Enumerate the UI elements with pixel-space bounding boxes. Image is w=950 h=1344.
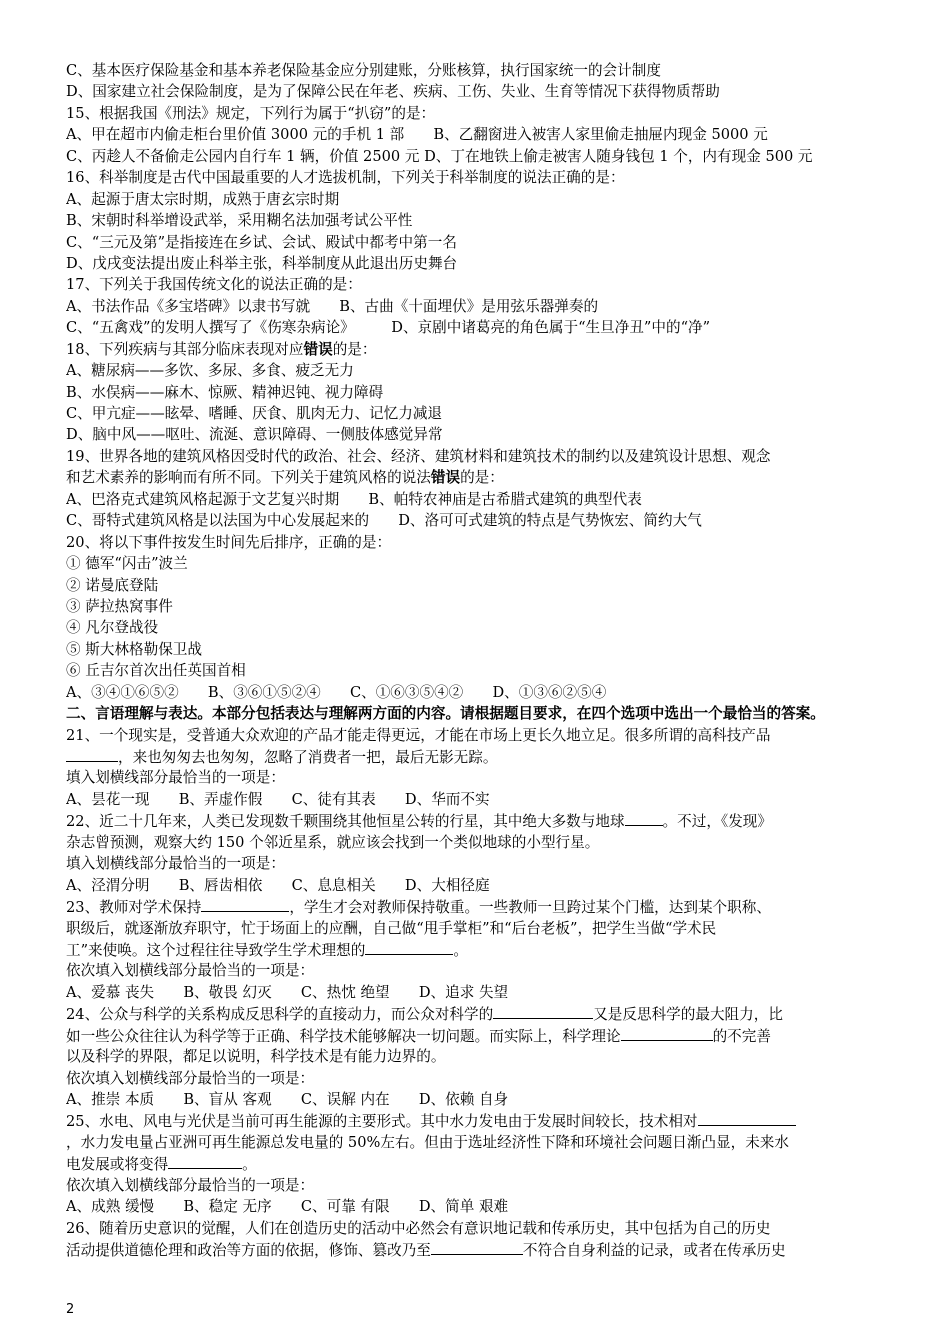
question-17: 17、下列关于我国传统文化的说法正确的是： (66, 276, 362, 294)
line-18d: D、脑中风——呕吐、流涎、意识障碍、一侧肢体感觉异常 (66, 426, 443, 444)
question-21-cont: ，来也匆匆去也匆匆，忽略了消费者一把，最后无影无踪。 (66, 746, 896, 767)
line-17cd: C、“五禽戏”的发明人撰写了《伤寒杂病论》 D、京剧中诸葛亮的角色属于“生旦净丑”中的“净” (66, 319, 711, 337)
line-14c: C、基本医疗保险基金和基本养老保险基金应分别建账，分账核算，执行国家统一的会计制度 (66, 62, 661, 79)
blank (201, 896, 289, 912)
prompt-25: 依次填入划横线部分最恰当的一项是： (66, 1176, 315, 1194)
question-24: 24、公众与科学的关系构成反思科学的直接动力，而公众对科学的 又是反思科学的最大阻力，比 (66, 1003, 896, 1024)
line-19ab: A、巴洛克式建筑风格起源于文艺复兴时期 B、帕特农神庙是古希腊式建筑的典型代表 (66, 490, 642, 508)
prompt-22: 填入划横线部分最恰当的一项是： (66, 855, 285, 873)
blank (625, 810, 663, 826)
section-heading-2: 二、言语理解与表达。本部分包括表达与理解两方面的内容。请根据题目要求，在四个选项中选出一个最恰当的答案。 (66, 705, 825, 723)
question-15: 15、根据我国《刑法》规定，下列行为属于“扒窃”的是： (66, 104, 436, 122)
line-16b: B、宋朝时科举增设武举，采用糊名法加强考试公平性 (66, 212, 413, 230)
line-15cd: C、丙趁人不备偷走公园内自行车 1 辆，价值 2500 元 D、丁在地铁上偷走被害人随身钱包 1 个，内有现金 500 元 (66, 147, 813, 165)
prompt-24: 依次填入划横线部分最恰当的一项是： (66, 1069, 315, 1087)
question-25-cont: ，水力发电量占亚洲可再生能源总发电量的 50%左右。但由于选址经济性下降和环境社会问题日渐凸显，未来水 (66, 1133, 789, 1151)
question-22-cont: 杂志曾预测，观察大约 150 个邻近星系，就应该会找到一个类似地球的小型行星。 (66, 833, 600, 851)
question-24-cont: 如一些公众往往认为科学等于正确、科学技术能够解决一切问题。而实际上，科学理论 的不完善 (66, 1025, 896, 1046)
question-23-cont2: 工”来使唤。这个过程往往导致学生学术理想的 。 (66, 939, 896, 960)
question-20: 20、将以下事件按发生时间先后排序，正确的是： (66, 533, 392, 551)
event-2: ② 诺曼底登陆 (66, 576, 159, 594)
blank (698, 1110, 796, 1126)
blank (431, 1239, 523, 1255)
line-14d: D、国家建立社会保险制度，是为了保障公民在年老、疾病、工伤、失业、生育等情况下获得物质帮助 (66, 83, 720, 101)
blank (621, 1025, 713, 1041)
line-16d: D、戊戌变法提出废止科举主张，科举制度从此退出历史舞台 (66, 254, 458, 272)
blank (365, 939, 453, 955)
question-25-cont2: 电发展或将变得 。 (66, 1153, 896, 1174)
event-6: ⑥ 丘吉尔首次出任英国首相 (66, 662, 246, 680)
question-21: 21、一个现实是，受普通大众欢迎的产品才能走得更远，才能在市场上更长久地立足。很多所谓的高科技产品 (66, 726, 771, 744)
question-23-cont: 职级后，就逐渐放弃职守，忙于场面上的应酬，自己做“甩手掌柜”和“后台老板”，把学生当做“学术民 (66, 919, 717, 937)
document-page (66, 60, 896, 1261)
prompt-21: 填入划横线部分最恰当的一项是： (66, 769, 285, 787)
event-1: ① 德军“闪击”波兰 (66, 555, 188, 573)
question-19: 19、世界各地的建筑风格因受时代的政治、社会、经济、建筑材料和建筑技术的制约以及建筑设计思想、观念 (66, 447, 771, 465)
line-16a: A、起源于唐太宗时期，成熟于唐玄宗时期 (66, 190, 340, 208)
line-18c: C、甲亢症——眩晕、嗜睡、厌食、肌肉无力、记忆力减退 (66, 405, 443, 422)
event-3: ③ 萨拉热窝事件 (66, 597, 173, 615)
options-24: A、推崇 本质 B、盲从 客观 C、误解 内在 D、依赖 自身 (66, 1091, 509, 1109)
event-5: ⑤ 斯大林格勒保卫战 (66, 640, 202, 658)
question-19-cont: 和艺术素养的影响而有所不同。下列关于建筑风格的说法错误的是： (66, 469, 504, 487)
question-16: 16、科举制度是古代中国最重要的人才选拔机制，下列关于科举制度的说法正确的是： (66, 169, 625, 187)
blank (66, 746, 118, 762)
line-18a: A、糖尿病——多饮、多尿、多食、疲乏无力 (66, 362, 354, 380)
question-22: 22、近二十几年来，人类已发现数千颗围绕其他恒星公转的行星，其中绝大多数与地球 。不过，《发现》 (66, 810, 896, 831)
page-number: 2 (66, 1302, 75, 1317)
line-17ab: A、书法作品《多宝塔碑》以隶书写就 B、古曲《十面埋伏》是用弦乐器弹奏的 (66, 297, 599, 315)
question-18: 18、下列疾病与其部分临床表现对应错误的是： (66, 340, 377, 358)
options-22: A、泾渭分明 B、唇齿相依 C、息息相关 D、大相径庭 (66, 876, 490, 894)
prompt-23: 依次填入划横线部分最恰当的一项是： (66, 962, 315, 980)
blank (168, 1153, 242, 1169)
options-21: A、昙花一现 B、弄虚作假 C、徒有其表 D、华而不实 (66, 790, 490, 808)
options-25: A、成熟 缓慢 B、稳定 无序 C、可靠 有限 D、简单 艰难 (66, 1198, 509, 1216)
question-26-cont: 活动提供道德伦理和政治等方面的依据，修饰、篡改乃至 不符合自身利益的记录，或者在传承历史 (66, 1239, 896, 1260)
options-20: A、③④①⑥⑤② B、③⑥①⑤②④ C、①⑥③⑤④② D、①③⑥②⑤④ (66, 683, 607, 701)
question-23: 23、教师对学术保持 ，学生才会对教师保持敬重。一些教师一旦跨过某个门槛，达到某个职称、 (66, 896, 896, 917)
blank (493, 1003, 593, 1019)
line-18b: B、水俣病——麻木、惊厥、精神迟钝、视力障碍 (66, 383, 384, 401)
line-19cd: C、哥特式建筑风格是以法国为中心发展起来的 D、洛可可式建筑的特点是气势恢宏、简约大气 (66, 512, 702, 530)
question-25: 25、水电、风电与光伏是当前可再生能源的主要形式。其中水力发电由于发展时间较长，技术相对 (66, 1110, 896, 1131)
event-4: ④ 凡尔登战役 (66, 619, 159, 637)
question-24-cont2: 以及科学的界限，都足以说明，科学技术是有能力边界的。 (66, 1048, 446, 1066)
line-15ab: A、甲在超市内偷走柜台里价值 3000 元的手机 1 部 B、乙翻窗进入被害人家里偷走抽屉内现金 5000 元 (66, 126, 768, 144)
question-26: 26、随着历史意识的觉醒，人们在创造历史的活动中必然会有意识地记载和传承历史，其中包括为自己的历史 (66, 1219, 771, 1237)
line-16c: C、“三元及第”是指接连在乡试、会试、殿试中都考中第一名 (66, 233, 457, 251)
options-23: A、爱慕 丧失 B、敬畏 幻灭 C、热忱 绝望 D、追求 失望 (66, 983, 509, 1001)
